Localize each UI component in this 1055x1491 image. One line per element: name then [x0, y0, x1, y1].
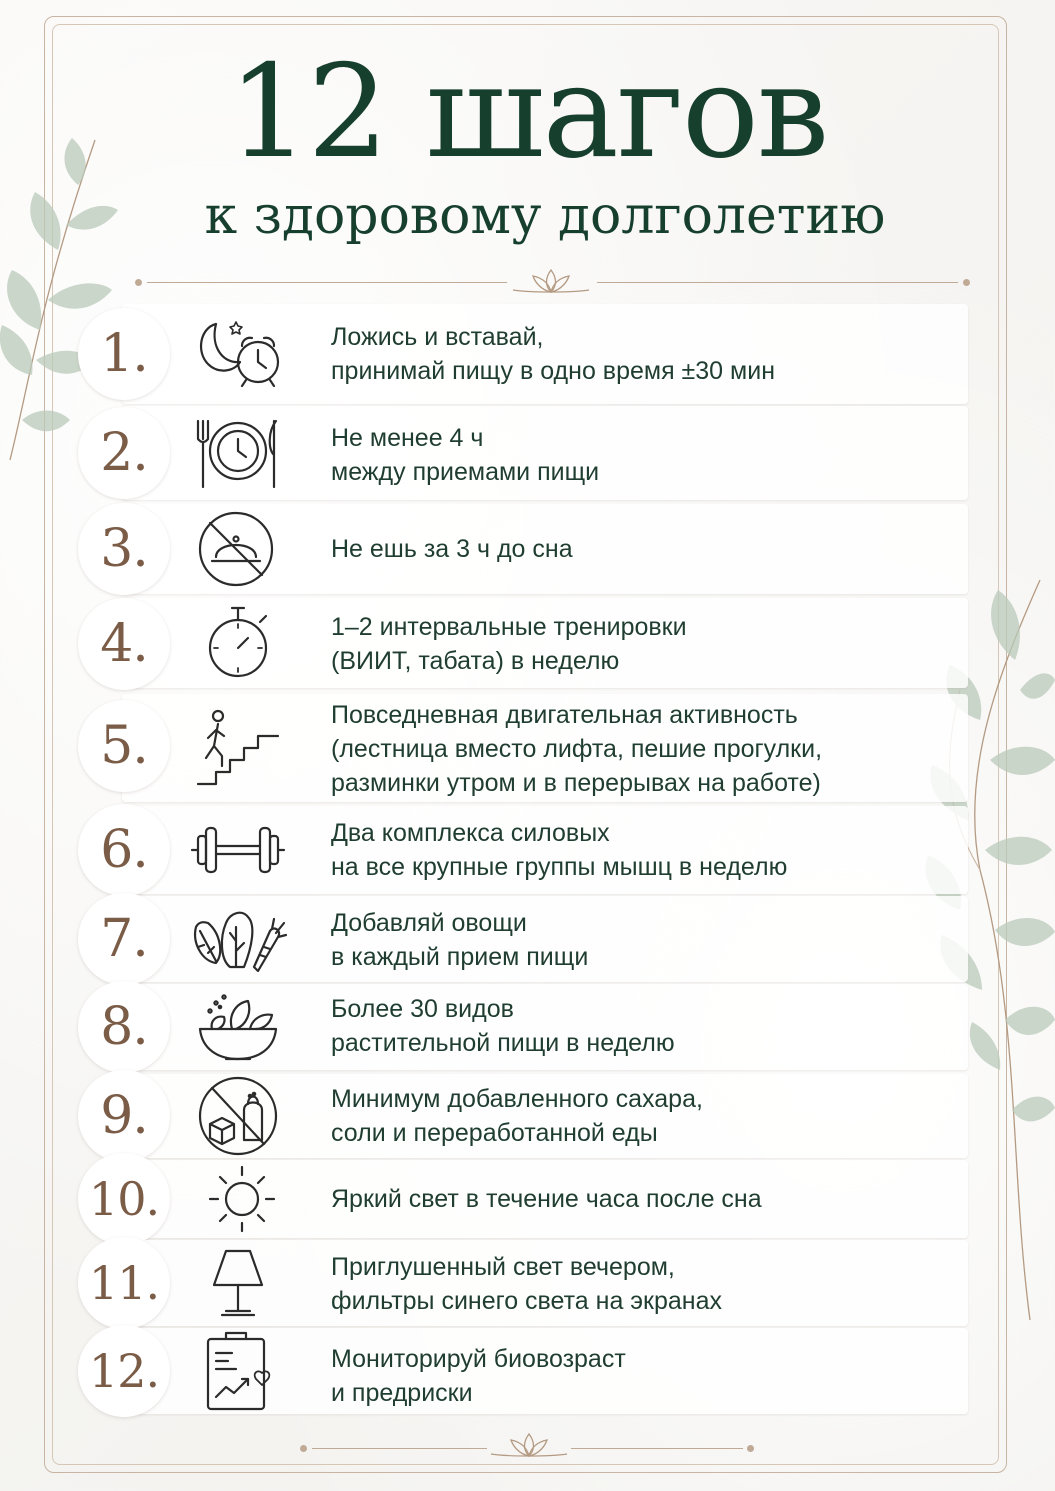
step-number: 9.	[78, 1070, 170, 1162]
step-text: Более 30 видов растительной пищи в неделю	[331, 995, 675, 1057]
no-sugar-salt-icon	[186, 1074, 290, 1158]
step-text: Яркий свет в течение часа после сна	[331, 1185, 762, 1213]
step-number: 3.	[78, 503, 170, 595]
step-number: 1.	[78, 308, 170, 400]
plate-clock-cutlery-icon	[186, 411, 290, 495]
list-item	[78, 406, 968, 500]
stopwatch-icon	[186, 600, 290, 684]
lotus-ornament-icon	[511, 266, 591, 296]
step-number: 7.	[78, 893, 170, 985]
step-text: Два комплекса силовых на все крупные группы мышц в неделю	[331, 819, 788, 881]
page-subtitle: к здоровому долголетию	[204, 186, 886, 246]
step-number: 5.	[78, 700, 170, 792]
step-text: Ложись и вставай, принимай пищу в одно время ±30 мин	[331, 323, 775, 385]
list-item	[78, 984, 968, 1070]
step-number: 12.	[78, 1325, 170, 1417]
step-number: 2.	[78, 407, 170, 499]
step-text: Не ешь за 3 ч до сна	[331, 535, 573, 563]
health-clipboard-icon	[186, 1329, 290, 1413]
bottom-divider	[300, 1438, 755, 1458]
page-title: 12 шагов	[227, 38, 828, 187]
step-number: 8.	[78, 981, 170, 1073]
top-divider	[135, 272, 970, 292]
step-number: 10.	[78, 1153, 170, 1245]
step-text: Добавляй овощи в каждый прием пищи	[331, 909, 589, 971]
list-item	[78, 896, 968, 982]
list-item	[78, 1240, 968, 1326]
step-text: Не менее 4 ч между приемами пищи	[331, 424, 600, 486]
moon-alarm-clock-icon	[186, 312, 290, 396]
step-text: 1–2 интервальные тренировки (ВИИТ, табата) в неделю	[331, 613, 687, 675]
list-item	[78, 504, 968, 594]
list-item	[78, 1328, 968, 1414]
list-item	[78, 598, 968, 688]
step-number: 11.	[78, 1237, 170, 1329]
table-lamp-icon	[186, 1241, 290, 1325]
step-text: Приглушенный свет вечером, фильтры синего света на экранах	[331, 1253, 723, 1315]
step-number: 6.	[78, 804, 170, 896]
list-item	[78, 694, 968, 802]
person-stairs-icon	[186, 706, 290, 790]
list-item	[78, 304, 968, 404]
sun-icon	[186, 1157, 290, 1241]
salad-bowl-icon	[186, 985, 290, 1069]
no-food-cloche-icon	[186, 507, 290, 591]
step-text: Минимум добавленного сахара, соли и переработанной еды	[331, 1085, 703, 1147]
step-number: 4.	[78, 598, 170, 690]
dumbbell-icon	[186, 808, 290, 892]
vegetables-icon	[186, 897, 290, 981]
lotus-ornament-icon	[489, 1430, 569, 1460]
step-text: Мониторируй биовозраст и предриски	[331, 1345, 626, 1407]
step-text: Повседневная двигательная активность (лестница вместо лифта, пешие прогулки, разминки утром и в перерывах на работе)	[331, 701, 823, 797]
list-item	[78, 806, 968, 894]
list-item	[78, 1160, 968, 1238]
list-item	[78, 1074, 968, 1158]
